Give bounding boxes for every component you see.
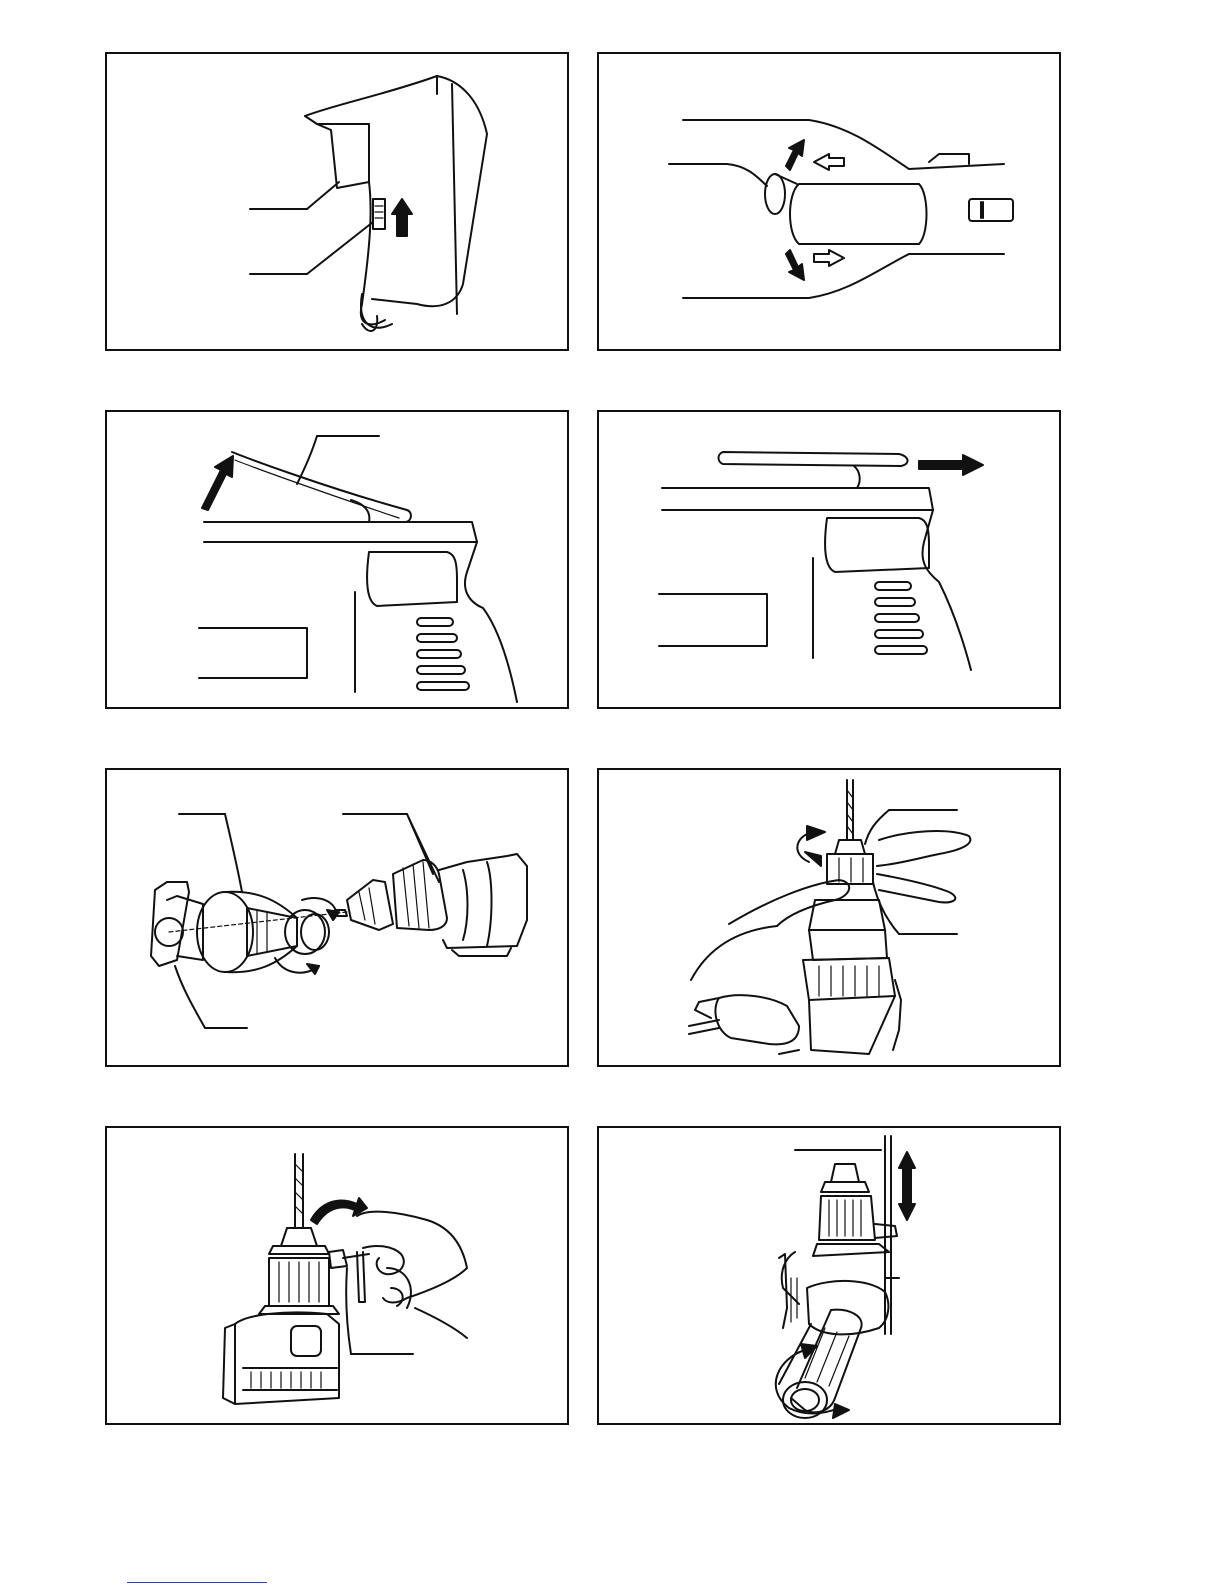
arrow-up-icon (392, 199, 412, 236)
switch-window-icon (969, 199, 1013, 221)
arrow-up-left-icon (786, 140, 804, 170)
footer-link-underline[interactable] (127, 1582, 267, 1583)
figure-hook-raised (105, 410, 569, 709)
reversing-lever-illustration (599, 54, 1059, 349)
vent-slot-3 (875, 614, 919, 622)
figure-depth-gauge (597, 1126, 1061, 1425)
chuck-icon (347, 880, 393, 930)
figure-hook-slid (597, 410, 1061, 709)
figure-reversing-lever (597, 52, 1061, 351)
hook-slid-illustration (599, 412, 1059, 707)
figure-trigger-switch (105, 52, 569, 351)
trigger-icon (317, 124, 369, 188)
chuck-tip (831, 1164, 859, 1182)
vent-slot-1 (417, 618, 453, 626)
arrow-right-hollow-icon (814, 250, 844, 266)
trigger-switch-illustration (107, 54, 567, 349)
chuck-key-head (329, 1250, 347, 1268)
vent-slot-4 (875, 630, 923, 638)
vent-slot-5 (875, 646, 927, 654)
arrow-down-right-icon (786, 250, 804, 280)
side-grip-illustration (107, 770, 567, 1065)
hook-raised-illustration (107, 412, 567, 707)
vent-slot-3 (417, 650, 461, 658)
figure-chuck-key (105, 1126, 569, 1425)
figure-side-grip (105, 768, 569, 1067)
grip-base-ring (807, 1281, 888, 1334)
arrow-up-down-icon (899, 1152, 915, 1220)
keyless-chuck-illustration (599, 770, 1059, 1065)
chuck-sleeve (819, 1196, 875, 1240)
lock-button-icon (373, 199, 385, 229)
figure-keyless-chuck (597, 768, 1061, 1067)
vent-slot-2 (875, 598, 915, 606)
vent-slot-1 (875, 582, 911, 590)
vent-slot-4 (417, 666, 465, 674)
vent-slot-2 (417, 634, 457, 642)
arrow-left-hollow-icon (814, 154, 844, 170)
depth-gauge-illustration (599, 1128, 1059, 1423)
reversing-lever-icon (765, 174, 785, 214)
rotate-arrow-icon (311, 1198, 367, 1224)
chuck-key-illustration (107, 1128, 567, 1423)
motor-housing (803, 958, 895, 1000)
arrow-up-icon (202, 456, 233, 510)
vent-slot-5 (417, 682, 469, 690)
arrow-right-icon (919, 455, 983, 475)
